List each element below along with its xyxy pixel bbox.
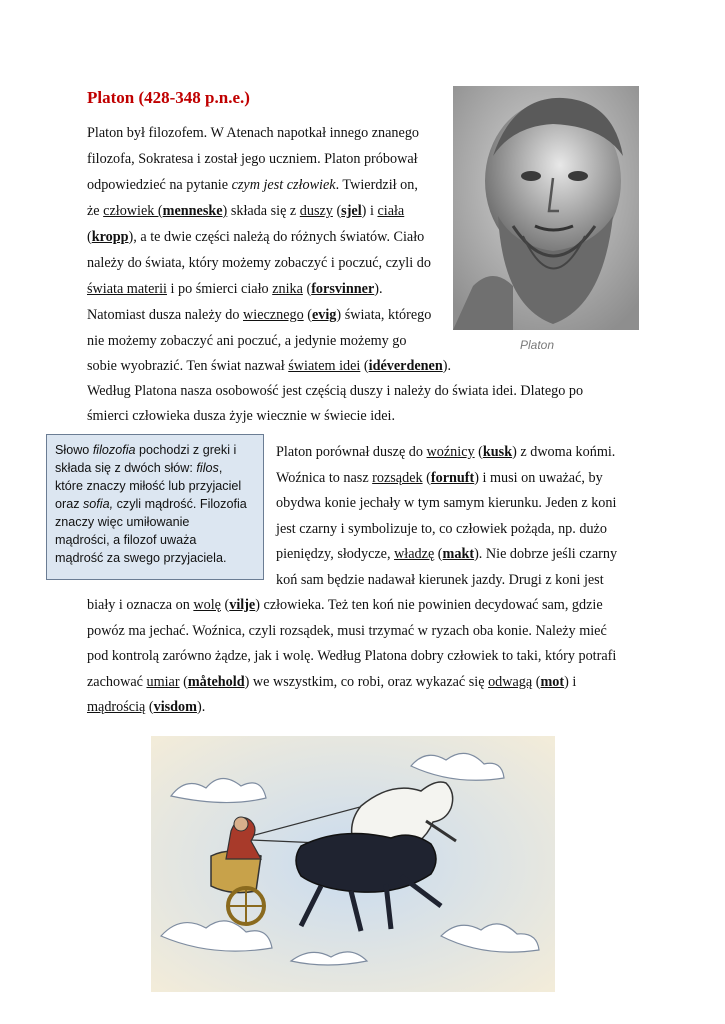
text-line xyxy=(87,357,451,375)
text-span: i musi on uważać, by xyxy=(478,470,603,486)
text-span: , xyxy=(218,461,223,475)
text-span: ) xyxy=(128,229,134,245)
norwegian-term: vilje xyxy=(229,597,256,613)
text-span: we wszystkim, co robi, oraz wykazać się xyxy=(249,674,489,690)
text-span: odpowiedzieć na pytanie xyxy=(87,177,232,193)
text-span: Natomiast dusza należy do xyxy=(87,307,244,323)
text-span: Słowo xyxy=(55,443,93,457)
term-underlined: światem idei xyxy=(288,358,361,374)
emphasis-text: czym jest człowiek xyxy=(231,177,336,193)
text-span: Platon porównał duszę do xyxy=(276,444,427,460)
text-line: filozofa, Sokratesa i został jego uczniem. Platon próbował xyxy=(87,151,418,167)
text-span: i xyxy=(366,203,378,219)
box-line: mądrości, a filozof uważa xyxy=(55,533,197,547)
term-underlined: umiar xyxy=(146,674,180,690)
term-underlined: woźnicy xyxy=(426,444,475,460)
text-span: , a te dwie części należą do różnych światów. Ciało xyxy=(133,229,425,245)
text-span: ( xyxy=(474,444,483,460)
text-span: ). xyxy=(374,281,383,297)
term-underlined: duszy xyxy=(299,203,333,219)
norwegian-term: kropp xyxy=(91,229,129,245)
text-span: ) xyxy=(361,203,367,219)
text-span: Woźnica to nasz xyxy=(276,470,373,486)
box-line: znaczy więc umiłowanie xyxy=(55,515,190,529)
norwegian-term: måtehold xyxy=(187,674,245,690)
text-span: składa się z dwóch słów: xyxy=(55,461,197,475)
box-line xyxy=(55,442,236,458)
norwegian-term: idéverdenen xyxy=(368,358,443,374)
norwegian-term: forsvinner xyxy=(311,281,375,297)
text-span: pochodzi z greki i xyxy=(135,443,237,457)
text-span: ( xyxy=(179,674,188,690)
philosophy-definition-box xyxy=(46,434,264,580)
box-line: które znaczy miłość lub przyjaciel xyxy=(55,479,242,493)
chariot-illustration xyxy=(151,736,555,992)
text-span: ( xyxy=(360,358,369,374)
portrait-caption: Platon xyxy=(520,338,555,352)
page-title: Platon (428-348 p.n.e.) xyxy=(87,88,250,107)
text-span: świata, którego xyxy=(341,307,432,323)
term-underlined: odwagą xyxy=(488,674,533,690)
text-span: że xyxy=(87,203,104,219)
text-span: i po śmierci ciało xyxy=(166,281,273,297)
text-line xyxy=(276,443,615,461)
text-span: . Twierdził on, xyxy=(335,177,418,193)
text-span: ( xyxy=(145,699,154,715)
text-span: czyli mądrość. Filozofia xyxy=(113,497,247,511)
term-underlined: władzę xyxy=(394,546,435,562)
text-line xyxy=(87,306,431,324)
term-underlined: wolę xyxy=(193,597,221,613)
text-line: Według Platona nasza osobowość jest częścią duszy i należy do świata idei. Dlatego po xyxy=(87,383,584,399)
text-span: człowieka. Też ten koń nie powinien decydować sam, gdzie xyxy=(259,597,603,613)
term-underlined: wiecznego xyxy=(243,307,304,323)
term-underlined: znika xyxy=(272,281,303,297)
text-line xyxy=(87,698,205,716)
box-line xyxy=(55,496,247,512)
text-line: powóz ma jechać. Woźnica, czyli rozsądek, musi trzymać w ryzach oba konie. Należy mieć xyxy=(87,623,607,639)
text-span: ) xyxy=(255,597,260,613)
text-span: . Nie dobrze jeśli czarny xyxy=(478,546,618,562)
text-span: z dwoma końmi. xyxy=(516,444,616,460)
text-span: pieniędzy, słodycze, xyxy=(276,546,395,562)
text-span: ( xyxy=(422,470,431,486)
text-line: koń sam będzie nadawał kierunek jazdy. Drugi z koni jest xyxy=(276,572,604,588)
text-span: ( xyxy=(434,546,443,562)
text-span: ) xyxy=(474,470,479,486)
text-line xyxy=(87,176,418,194)
emphasis-text: filozofia xyxy=(92,443,136,457)
term-underlined: ciała xyxy=(377,203,405,219)
text-line xyxy=(87,228,424,246)
emphasis-text: filos xyxy=(196,461,219,475)
text-line xyxy=(276,545,617,563)
text-span: ). xyxy=(442,358,452,374)
norwegian-term: fornuft xyxy=(430,470,475,486)
text-span: ( xyxy=(332,203,342,219)
norwegian-term: mot xyxy=(540,674,565,690)
text-span: sobie wyobrazić. Ten świat nazwał xyxy=(87,358,289,374)
text-span: ( xyxy=(220,597,230,613)
text-line: śmierci człowieka dusza żyje wiecznie w świecie idei. xyxy=(87,408,396,424)
text-line xyxy=(87,202,404,220)
norwegian-term: kusk xyxy=(482,444,513,460)
box-line xyxy=(55,460,222,476)
text-line: obydwa konie jechały w tym samym kierunku. Jeden z koni xyxy=(276,495,617,511)
text-line: jest czarny i symbolizuje to, co człowiek pożąda, np. dużo xyxy=(276,521,607,537)
text-line xyxy=(87,596,603,614)
emphasis-text: sofia, xyxy=(83,497,114,511)
term-underlined: rozsądek xyxy=(372,470,423,486)
text-line: należy do świata, który możemy zobaczyć i poczuć, czyli do xyxy=(87,255,431,271)
text-line: nie możemy zobaczyć ani poczuć, a jedynie możemy go xyxy=(87,333,407,349)
text-span: ( xyxy=(302,281,312,297)
text-span: ) xyxy=(222,203,228,219)
norwegian-term: menneske xyxy=(162,203,223,219)
text-span: biały i oznacza on xyxy=(87,597,194,613)
norwegian-term: sjel xyxy=(341,203,362,219)
text-span: zachować xyxy=(87,674,147,690)
text-span: ) xyxy=(196,699,202,715)
text-line: Platon był filozofem. W Atenach napotkał innego znanego xyxy=(87,125,420,141)
text-line xyxy=(87,280,383,298)
text-span: ) xyxy=(244,674,250,690)
text-span: . xyxy=(201,699,206,715)
text-span: ) xyxy=(564,674,569,690)
text-line: pod kontrolą zarówno żądze, jak i wolę. Według Platona dobry człowiek to taki, który potrafi xyxy=(87,648,617,664)
text-line xyxy=(276,469,603,487)
text-span: ) xyxy=(336,307,342,323)
term-underlined xyxy=(103,203,227,219)
text-span: ) xyxy=(512,444,517,460)
norwegian-term: makt xyxy=(442,546,475,562)
text-span: ) xyxy=(474,546,479,562)
text-span: ( xyxy=(87,229,92,245)
text-line xyxy=(87,673,576,691)
term-text: człowiek ( xyxy=(103,203,163,219)
text-span: ( xyxy=(532,674,541,690)
term-underlined: mądrością xyxy=(87,699,146,715)
term-underlined: świata materii xyxy=(87,281,167,297)
text-span: i xyxy=(568,674,577,690)
text-span: składa się z xyxy=(227,203,300,219)
platon-portrait-image xyxy=(453,86,639,330)
norwegian-term: visdom xyxy=(153,699,197,715)
text-span: ( xyxy=(303,307,312,323)
norwegian-term: evig xyxy=(311,307,337,323)
box-line: mądrość za swego przyjaciela. xyxy=(55,551,227,565)
text-span: oraz xyxy=(55,497,83,511)
